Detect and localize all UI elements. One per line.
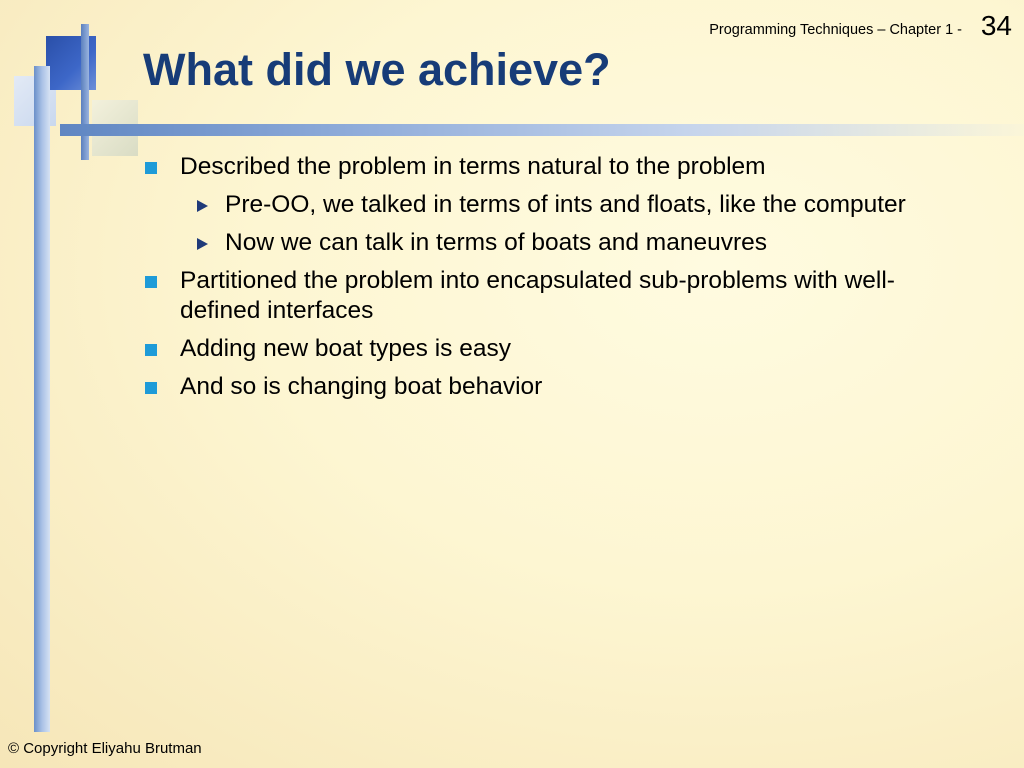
- slide-title: What did we achieve?: [143, 44, 611, 95]
- triangle-bullet-icon: [197, 238, 208, 250]
- square-bullet-icon: [145, 162, 157, 174]
- sub-bullet-item: [180, 190, 970, 220]
- square-bullet-icon: [145, 344, 157, 356]
- decor-vertical-bar-small: [81, 24, 89, 160]
- header-course-chapter: Programming Techniques – Chapter 1 -: [709, 22, 962, 38]
- sub-bullet-item: [180, 228, 970, 258]
- bullet-list: [140, 152, 970, 410]
- sub-bullet-text: Now we can talk in terms of boats and maneuvres: [225, 229, 767, 256]
- decor-horizontal-bar: [60, 124, 1024, 136]
- bullet-item: [140, 152, 970, 258]
- bullet-item: [140, 372, 970, 402]
- sub-bullet-text: Pre-OO, we talked in terms of ints and floats, like the computer: [225, 191, 906, 218]
- decor-vertical-bar: [34, 66, 50, 732]
- bullet-text: Partitioned the problem into encapsulated sub-problems with well-defined interfaces: [180, 267, 895, 324]
- square-bullet-icon: [145, 382, 157, 394]
- bullet-text: Described the problem in terms natural to the problem: [180, 153, 766, 180]
- square-bullet-icon: [145, 276, 157, 288]
- bullet-text: Adding new boat types is easy: [180, 335, 511, 362]
- bullet-item: [140, 334, 970, 364]
- bullet-text: And so is changing boat behavior: [180, 373, 543, 400]
- triangle-bullet-icon: [197, 200, 208, 212]
- sub-bullet-list: [180, 190, 970, 258]
- footer-copyright: © Copyright Eliyahu Brutman: [8, 740, 202, 757]
- bullet-item: [140, 266, 970, 326]
- page-number: 34: [980, 10, 1012, 41]
